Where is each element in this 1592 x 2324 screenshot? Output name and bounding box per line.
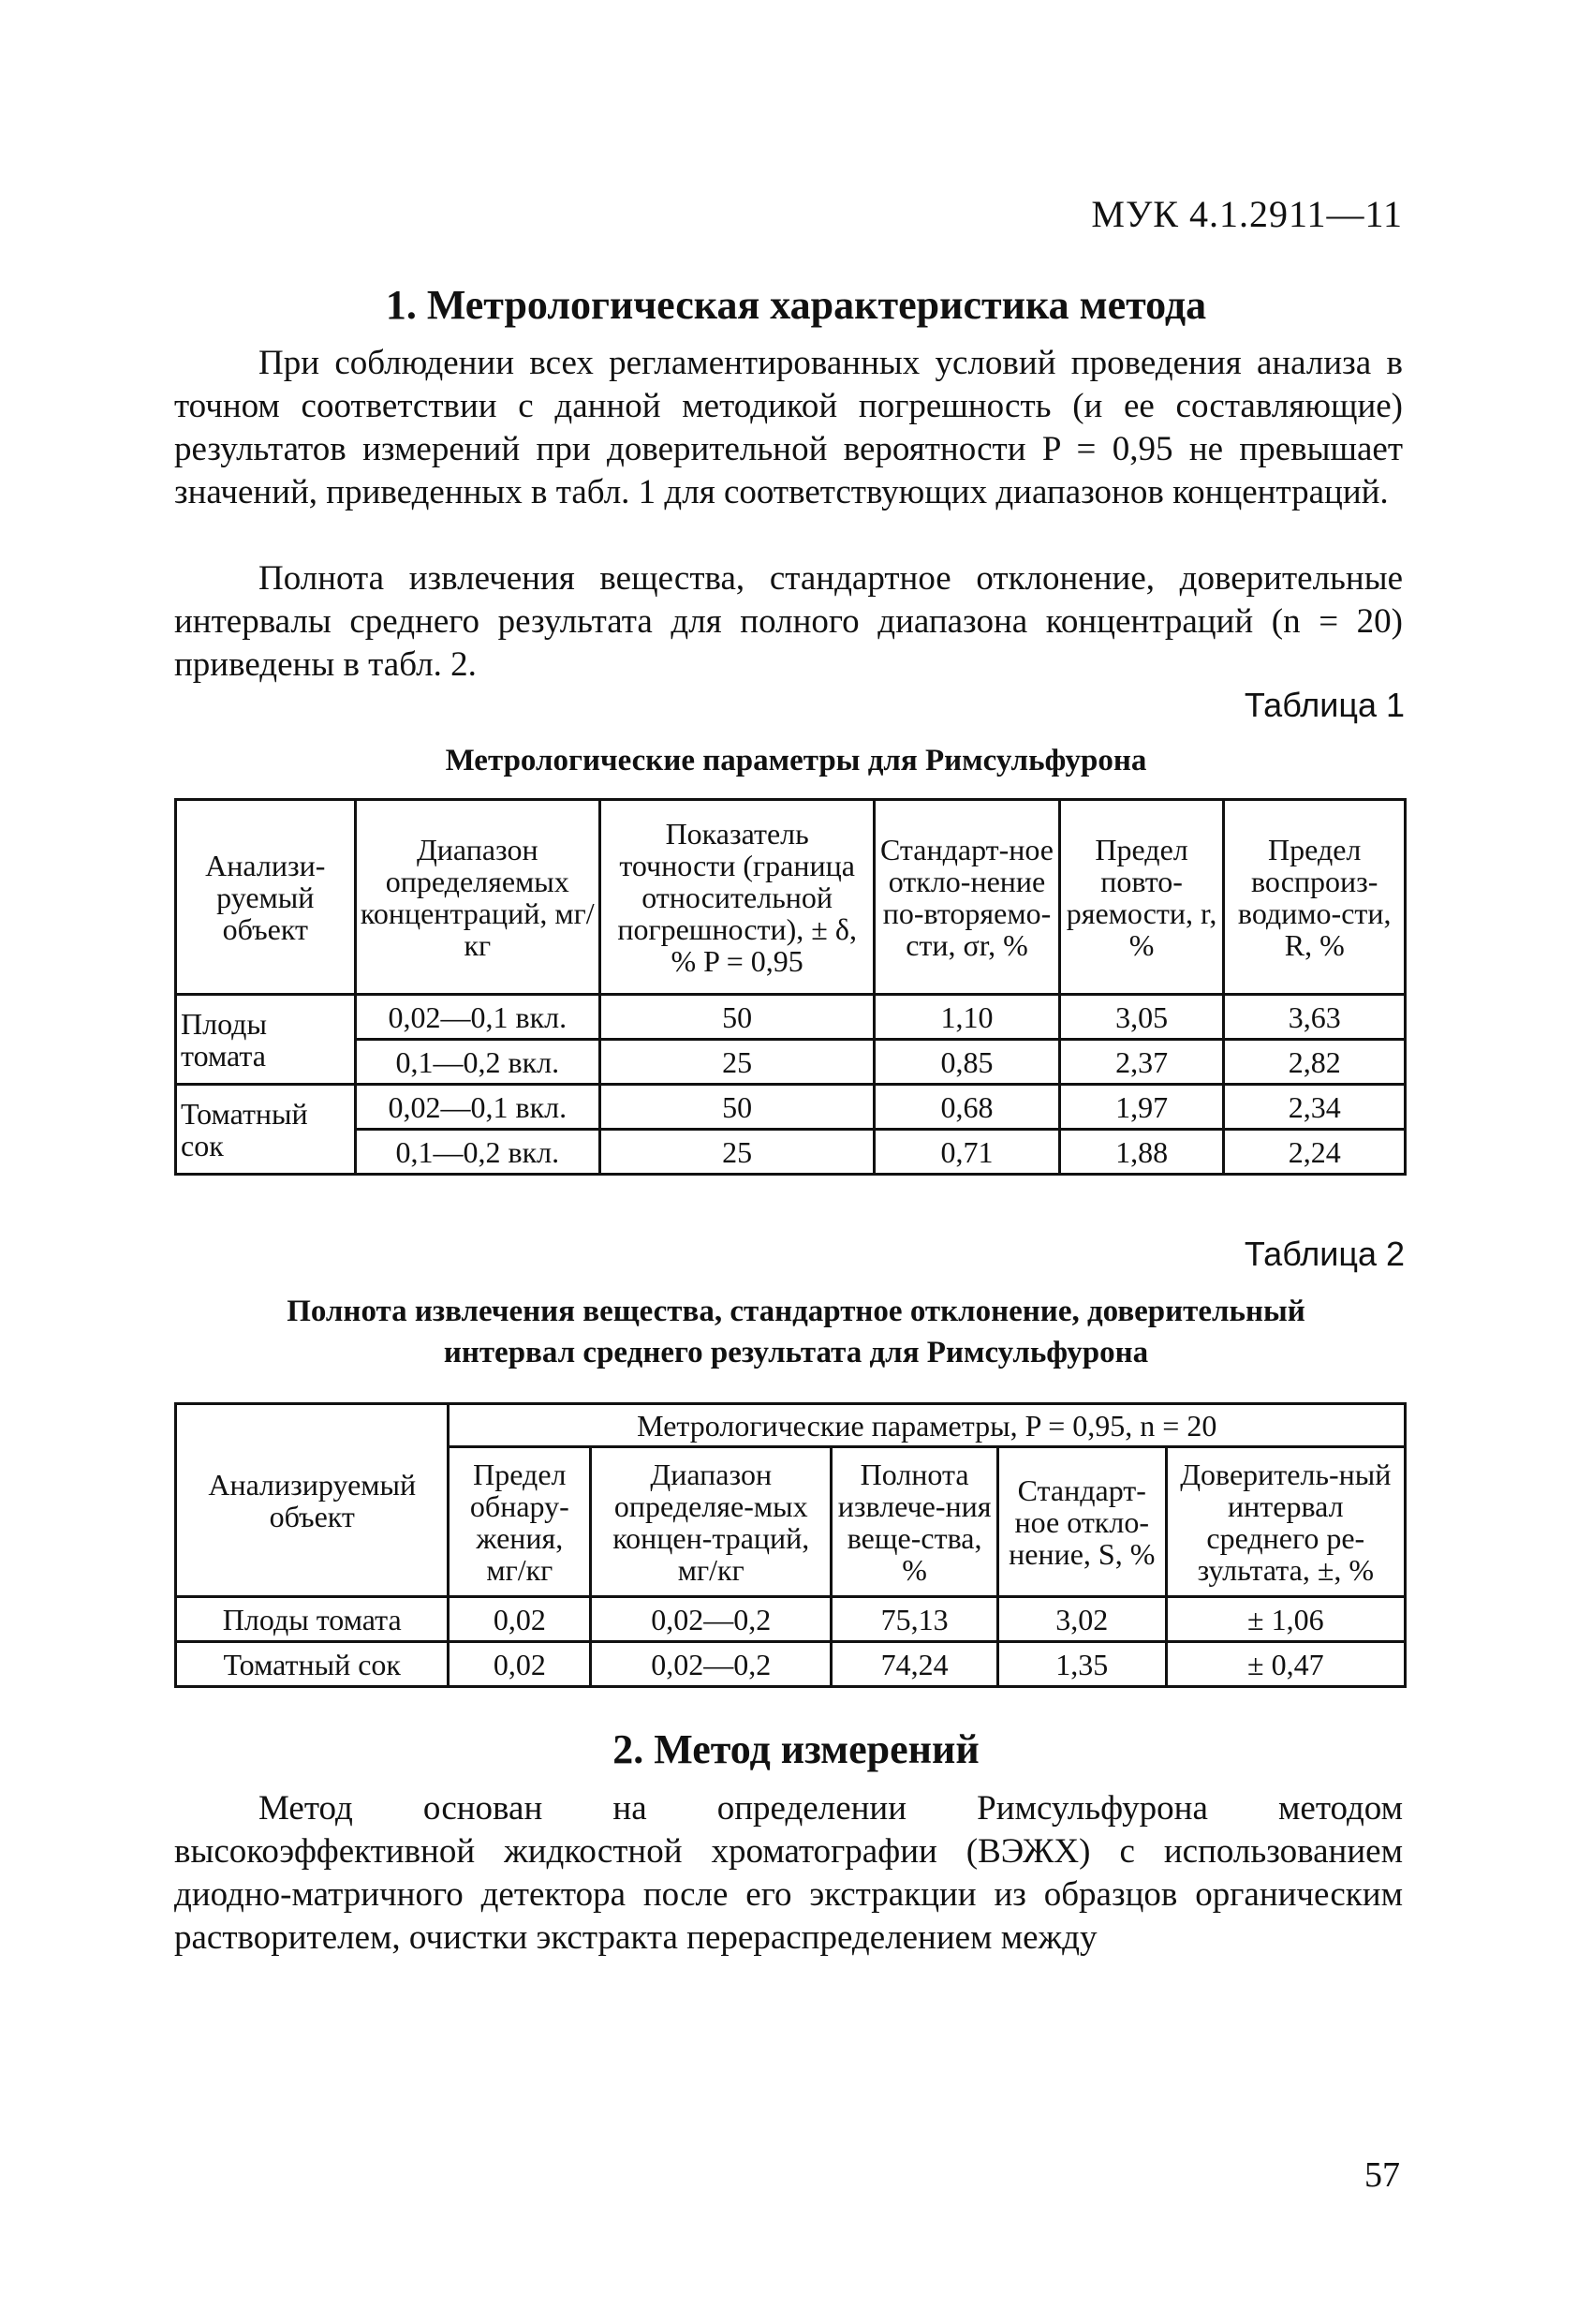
table-cell: 0,02—0,2: [591, 1597, 832, 1642]
page-number: 57: [1364, 2155, 1400, 2195]
section-2-paragraph-1: Метод основан на определении Римсульфурона методом высокоэффективной жидкостной хроматографии (ВЭЖХ) с использованием диодно-матричного детектора после его экстракции из образцов органическим растворителем, очистки экстракта перераспределением между: [174, 1789, 1403, 1957]
table-cell: Плоды томата: [176, 1597, 449, 1642]
table-1-title: Метрологические параметры для Римсульфурона: [445, 744, 1147, 777]
table-cell: 0,85: [875, 1040, 1060, 1085]
table-1-header-reproducibility: Предел воспроиз-водимо-сти, R, %: [1224, 800, 1406, 995]
table-cell: Томатный сок: [176, 1642, 449, 1687]
table-cell: 0,02—0,1 вкл.: [355, 1085, 599, 1130]
table-2-title-line-1: Полнота извлечения вещества, стандартное отклонение, доверительный: [287, 1295, 1305, 1328]
table-cell: 50: [600, 1085, 875, 1130]
table-2-label: Таблица 2: [1244, 1235, 1405, 1273]
section-2-title: 2. Метод измерений: [612, 1726, 980, 1772]
table-2: [174, 1402, 1407, 1688]
table-cell: 0,71: [875, 1130, 1060, 1175]
table-2-header-range: Диапазон определяе-мых концен-траций, мг/кг: [591, 1447, 832, 1597]
table-2-header-confidence: Доверитель-ный интервал среднего ре-зультата, ±, %: [1166, 1447, 1405, 1597]
table-row: [176, 1642, 1406, 1687]
table-1-object: Томатный сок: [176, 1085, 356, 1175]
table-cell: 0,02—0,1 вкл.: [355, 995, 599, 1040]
table-cell: 1,35: [997, 1642, 1166, 1687]
table-cell: 1,10: [875, 995, 1060, 1040]
table-1-header-range: Диапазон определяемых концентраций, мг/кг: [355, 800, 599, 995]
table-cell: 2,34: [1224, 1085, 1406, 1130]
table-cell: 3,05: [1059, 995, 1224, 1040]
table-1-header-std-dev: Стандарт-ное откло-нение по-вторяемо-сти, σr, %: [875, 800, 1060, 995]
table-1-header-row: [176, 800, 1406, 995]
table-1-header-repeatability: Предел повто-ряемости, r, %: [1059, 800, 1224, 995]
table-cell: 75,13: [832, 1597, 998, 1642]
table-2-header-detection-limit: Предел обнару-жения, мг/кг: [449, 1447, 591, 1597]
table-1-label: Таблица 1: [1244, 686, 1405, 724]
table-cell: 74,24: [832, 1642, 998, 1687]
table-cell: ± 0,47: [1166, 1642, 1405, 1687]
table-cell: 2,82: [1224, 1040, 1406, 1085]
table-1-object: Плоды томата: [176, 995, 356, 1085]
table-row: [176, 1085, 1406, 1130]
table-2-header-recovery: Полнота извлече-ния веще-ства, %: [832, 1447, 998, 1597]
table-cell: 3,02: [997, 1597, 1166, 1642]
table-1: [174, 798, 1407, 1176]
table-row: [176, 1597, 1406, 1642]
table-2-header-object: Анализируемый объект: [176, 1404, 449, 1597]
table-cell: 0,1—0,2 вкл.: [355, 1040, 599, 1085]
table-2-group-header: Метрологические параметры, P = 0,95, n = 20: [449, 1404, 1406, 1447]
table-cell: 50: [600, 995, 875, 1040]
table-cell: 1,88: [1059, 1130, 1224, 1175]
table-cell: 25: [600, 1130, 875, 1175]
table-cell: 0,02: [449, 1642, 591, 1687]
table-2-header-std-dev: Стандарт-ное откло-нение, S, %: [997, 1447, 1166, 1597]
table-cell: 2,24: [1224, 1130, 1406, 1175]
table-2-group-header-row: [176, 1404, 1406, 1447]
table-cell: 0,02: [449, 1597, 591, 1642]
table-cell: 0,02—0,2: [591, 1642, 832, 1687]
table-cell: 2,37: [1059, 1040, 1224, 1085]
table-1-header-object: Анализи-руемый объект: [176, 800, 356, 995]
table-cell: 1,97: [1059, 1085, 1224, 1130]
table-cell: ± 1,06: [1166, 1597, 1405, 1642]
table-2-title-line-2: интервал среднего результата для Римсульфурона: [443, 1336, 1149, 1369]
table-cell: 0,1—0,2 вкл.: [355, 1130, 599, 1175]
table-cell: 0,68: [875, 1085, 1060, 1130]
section-1-paragraph-1: При соблюдении всех регламентированных условий проведения анализа в точном соответствии с данной методикой погрешность (и ее составляющие) результатов измерений при доверительной вероятности P = 0,95 не превышает значений, приведенных в табл. 1 для соответствующих диапазонов концентраций.: [174, 344, 1403, 511]
table-row: [176, 1130, 1406, 1175]
table-cell: 3,63: [1224, 995, 1406, 1040]
table-row: [176, 1040, 1406, 1085]
table-row: [176, 995, 1406, 1040]
section-1-title: 1. Метрологическая характеристика метода: [385, 282, 1207, 328]
table-cell: 25: [600, 1040, 875, 1085]
table-1-header-accuracy: Показатель точности (границa относительной погрешности), ± δ, % P = 0,95: [600, 800, 875, 995]
section-1-paragraph-2: Полнота извлечения вещества, стандартное отклонение, доверительные интервалы среднего результата для полного диапазона концентраций (n = 20) приведены в табл. 2.: [174, 559, 1403, 684]
document-code: МУК 4.1.2911—11: [1091, 193, 1403, 235]
